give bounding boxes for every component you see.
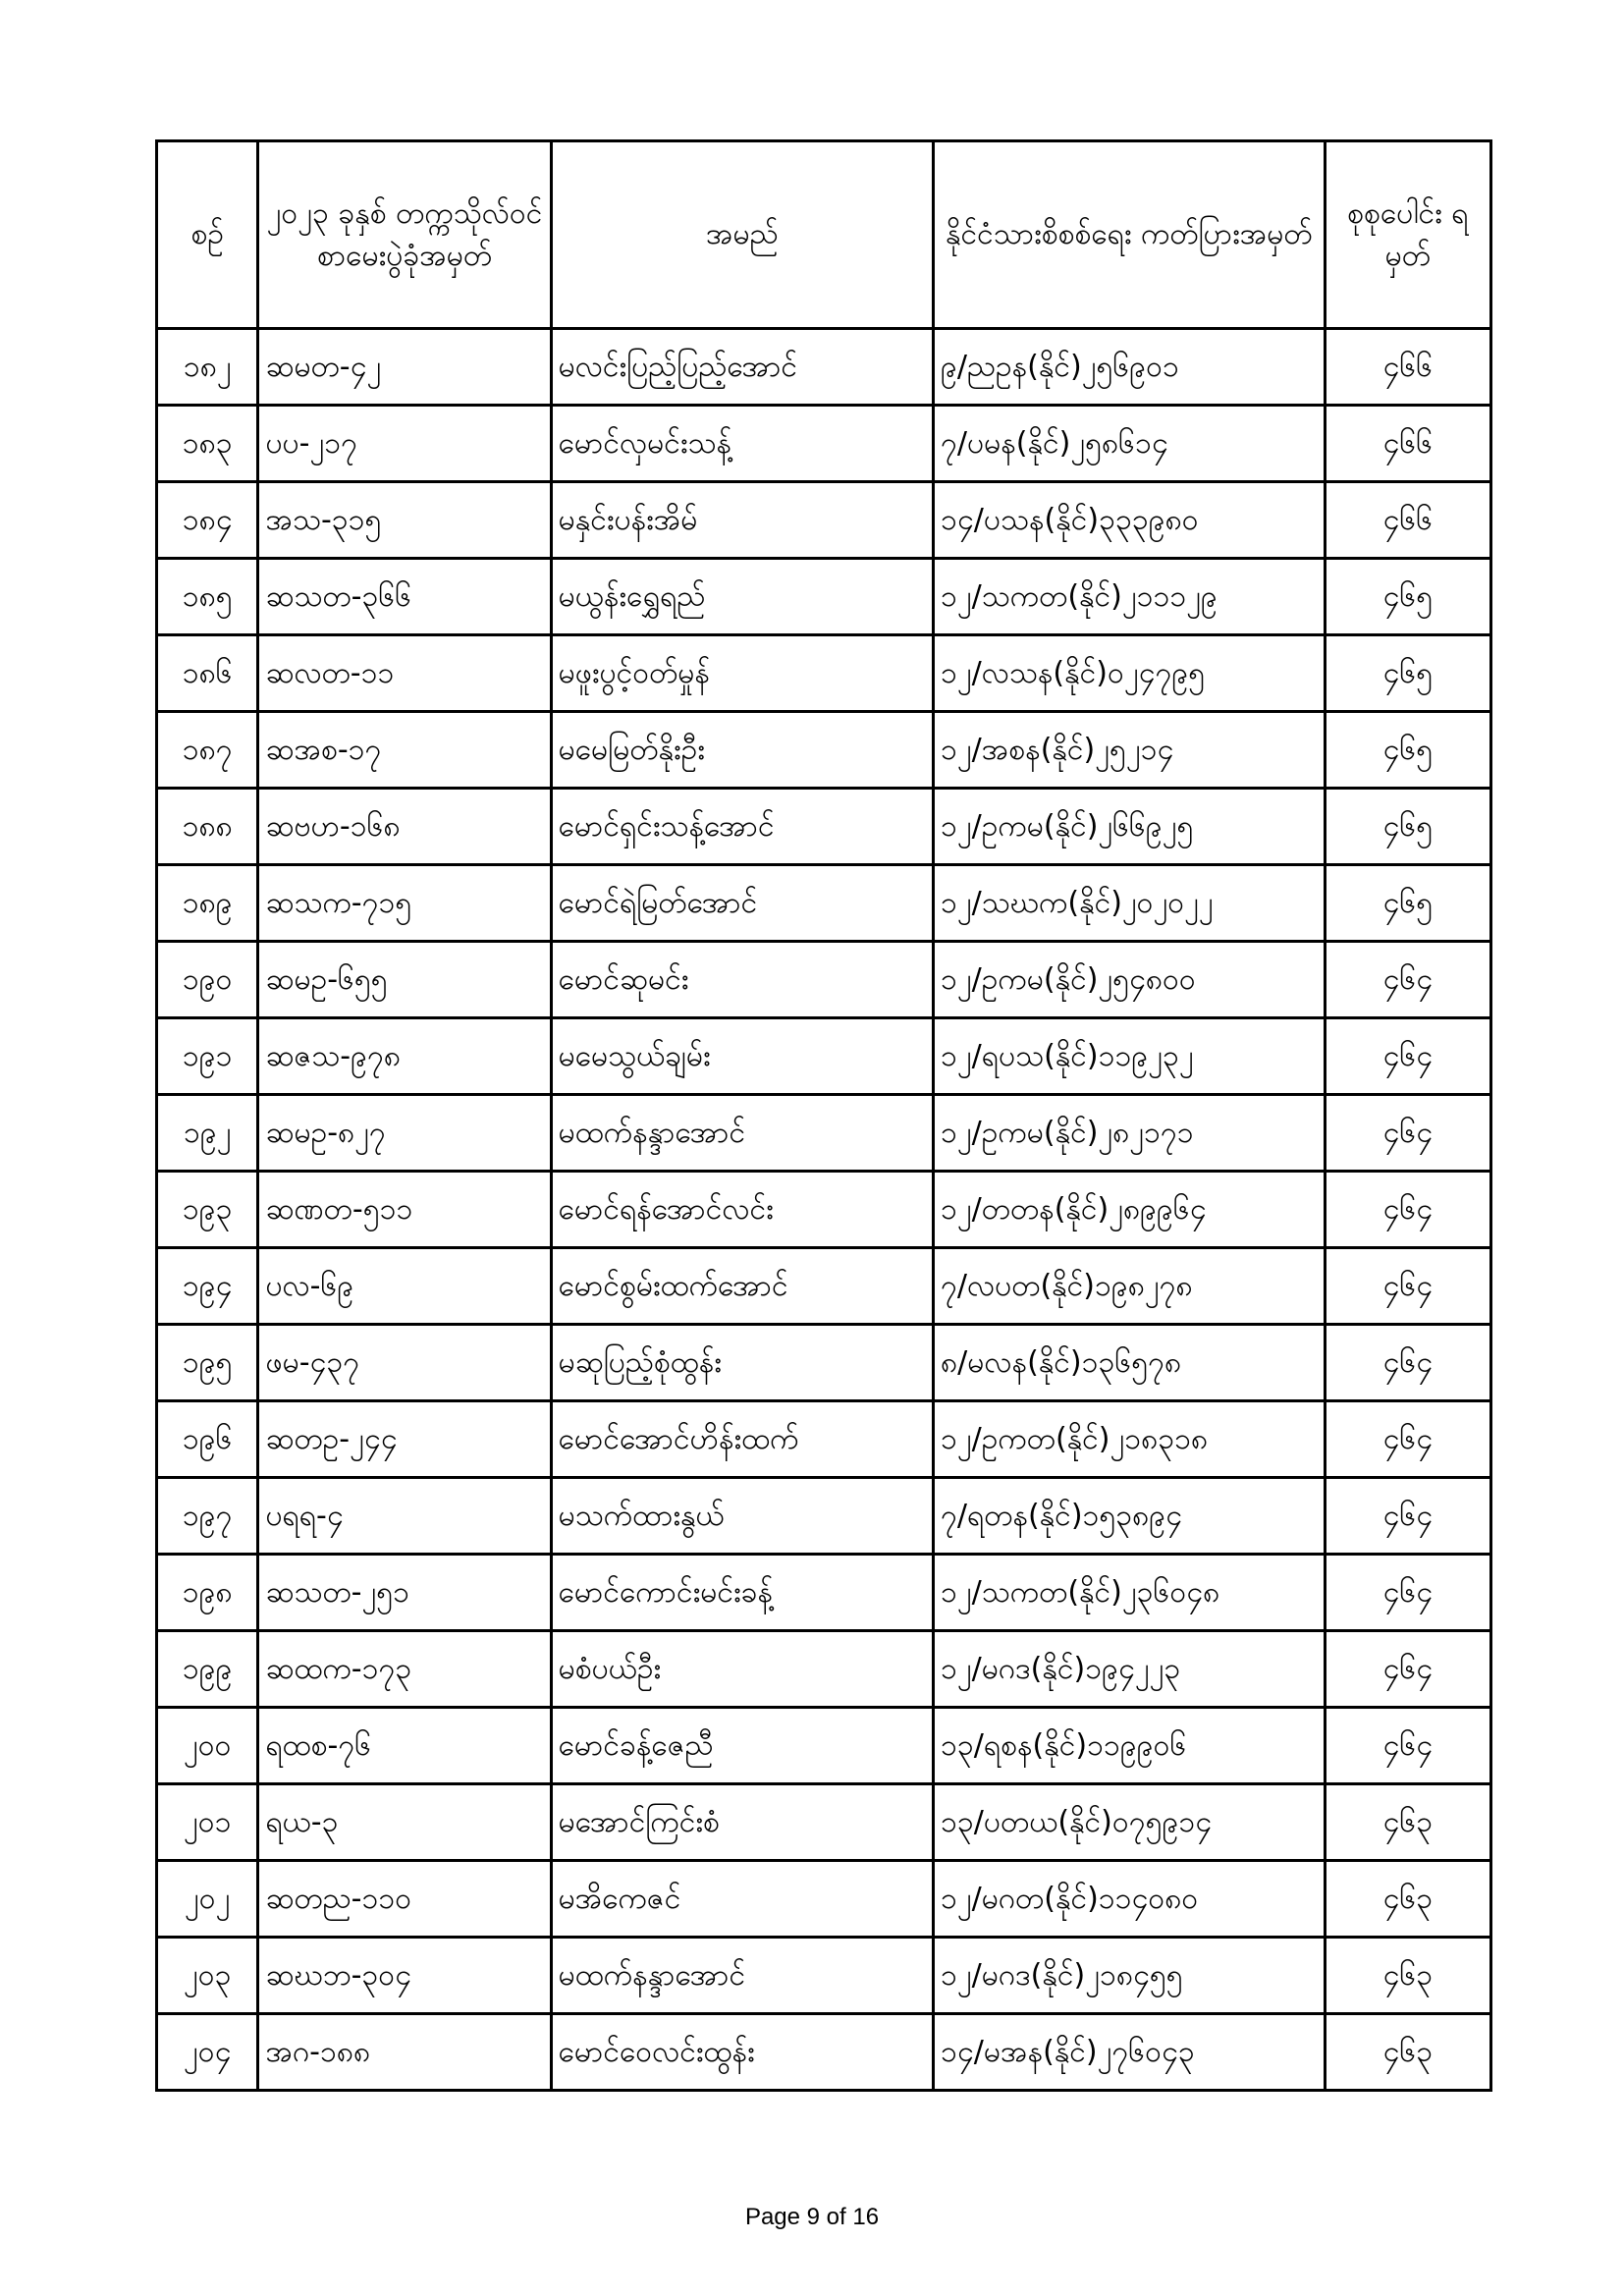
- cell-nrc-number: ၁၂/သကတ(နိုင်)၂၁၁၁၂၉: [934, 559, 1326, 635]
- cell-total-marks: ၄၆၄: [1325, 1401, 1490, 1478]
- cell-name: မောင်ရှင်းသန့်အောင်: [551, 789, 933, 865]
- cell-nrc-number: ၁၂/ရပသ(နိုင်)၁၁၉၂၃၂: [934, 1018, 1326, 1095]
- table-row: [157, 712, 1491, 789]
- cell-total-marks: ၄၆၅: [1325, 635, 1490, 712]
- table-row: [157, 1095, 1491, 1172]
- cell-serial-no: ၁၈၆: [157, 635, 258, 712]
- cell-seat-number: ဖမ-၄၃၇: [258, 1325, 551, 1401]
- header-total-marks: စုစုပေါင်း ရမှတ်: [1325, 141, 1490, 329]
- cell-nrc-number: ၁၂/သကတ(နိုင်)၂၃၆၀၄၈: [934, 1555, 1326, 1631]
- cell-serial-no: ၁၉၄: [157, 1248, 258, 1325]
- cell-name: မလင်းပြည့်ပြည့်အောင်: [551, 329, 933, 406]
- header-seat-number: ၂၀၂၃ ခုနှစ် တက္ကသိုလ်ဝင် စာမေးပွဲခုံအမှတ်: [258, 141, 551, 329]
- cell-name: မယွန်းရွှေရည်: [551, 559, 933, 635]
- results-table: [155, 139, 1492, 2092]
- cell-serial-no: ၂၀၃: [157, 1938, 258, 2014]
- cell-total-marks: ၄၆၄: [1325, 1095, 1490, 1172]
- table-row: [157, 482, 1491, 559]
- table-row: [157, 1401, 1491, 1478]
- cell-name: မောင်လှမင်းသန့်: [551, 406, 933, 482]
- cell-seat-number: ရယ-၃: [258, 1784, 551, 1861]
- cell-total-marks: ၄၆၄: [1325, 1172, 1490, 1248]
- cell-nrc-number: ၁၂/ဥကမ(နိုင်)၂၅၄၈၀၀: [934, 942, 1326, 1018]
- cell-nrc-number: ၁၂/ဥကမ(နိုင်)၂၈၂၁၇၁: [934, 1095, 1326, 1172]
- cell-nrc-number: ၁၂/ဥကတ(နိုင်)၂၁၈၃၁၈: [934, 1401, 1326, 1478]
- table-row: [157, 1555, 1491, 1631]
- cell-serial-no: ၁၉၃: [157, 1172, 258, 1248]
- cell-serial-no: ၂၀၄: [157, 2014, 258, 2091]
- cell-total-marks: ၄၆၆: [1325, 482, 1490, 559]
- cell-seat-number: ဆဇသ-၉၇၈: [258, 1018, 551, 1095]
- cell-total-marks: ၄၆၄: [1325, 1325, 1490, 1401]
- cell-seat-number: ရထစ-၇၆: [258, 1708, 551, 1784]
- cell-serial-no: ၁၈၉: [157, 865, 258, 942]
- cell-total-marks: ၄၆၅: [1325, 789, 1490, 865]
- cell-seat-number: ဆတဥ-၂၄၄: [258, 1401, 551, 1478]
- cell-seat-number: ဆသတ-၂၅၁: [258, 1555, 551, 1631]
- table-row: [157, 1478, 1491, 1555]
- cell-total-marks: ၄၆၃: [1325, 1784, 1490, 1861]
- cell-nrc-number: ၇/ပမန(နိုင်)၂၅၈၆၁၄: [934, 406, 1326, 482]
- cell-total-marks: ၄၆၅: [1325, 865, 1490, 942]
- cell-serial-no: ၂၀၁: [157, 1784, 258, 1861]
- cell-seat-number: ဆလတ-၁၁: [258, 635, 551, 712]
- table-row: [157, 1938, 1491, 2014]
- cell-nrc-number: ၁၂/မဂဒ(နိုင်)၂၁၈၄၅၅: [934, 1938, 1326, 2014]
- cell-seat-number: ဆဏတ-၅၁၁: [258, 1172, 551, 1248]
- cell-nrc-number: ၈/မလန(နိုင်)၁၃၆၅၇၈: [934, 1325, 1326, 1401]
- cell-name: မောင်ရန်အောင်လင်း: [551, 1172, 933, 1248]
- cell-serial-no: ၁၈၃: [157, 406, 258, 482]
- cell-nrc-number: ၁၄/မအန(နိုင်)၂၇၆၀၄၃: [934, 2014, 1326, 2091]
- cell-seat-number: ဆဗဟ-၁၆၈: [258, 789, 551, 865]
- cell-nrc-number: ၁၃/ပတယ(နိုင်)၀၇၅၉၁၄: [934, 1784, 1326, 1861]
- cell-serial-no: ၁၉၀: [157, 942, 258, 1018]
- cell-name: မသက်ထားနွယ်: [551, 1478, 933, 1555]
- cell-nrc-number: ၁၄/ပသန(နိုင်)၃၃၃၉၈၀: [934, 482, 1326, 559]
- cell-seat-number: ဆမဥ-၆၅၅: [258, 942, 551, 1018]
- table-row: [157, 1708, 1491, 1784]
- cell-seat-number: ဆတည-၁၁၀: [258, 1861, 551, 1938]
- cell-seat-number: ဆမတ-၄၂: [258, 329, 551, 406]
- cell-name: မအောင်ကြင်းစံ: [551, 1784, 933, 1861]
- cell-serial-no: ၂၀၂: [157, 1861, 258, 1938]
- cell-total-marks: ၄၆၄: [1325, 1631, 1490, 1708]
- cell-nrc-number: ၁၂/တတန(နိုင်)၂၈၉၉၆၄: [934, 1172, 1326, 1248]
- cell-serial-no: ၂၀၀: [157, 1708, 258, 1784]
- table-row: [157, 1325, 1491, 1401]
- cell-nrc-number: ၁၂/လသန(နိုင်)၀၂၄၇၉၅: [934, 635, 1326, 712]
- cell-seat-number: ဆသက-၇၁၅: [258, 865, 551, 942]
- table-row: [157, 789, 1491, 865]
- cell-name: မနှင်းပန်းအိမ်: [551, 482, 933, 559]
- cell-name: မဆုပြည့်စုံထွန်း: [551, 1325, 933, 1401]
- cell-nrc-number: ၁၂/အစန(နိုင်)၂၅၂၁၄: [934, 712, 1326, 789]
- header-serial-no: စဉ်: [157, 141, 258, 329]
- cell-name: မောင်ခန့်ဇေညီ: [551, 1708, 933, 1784]
- cell-total-marks: ၄၆၅: [1325, 712, 1490, 789]
- cell-seat-number: ပပ-၂၁၇: [258, 406, 551, 482]
- cell-name: မောင်ကောင်းမင်းခန့်: [551, 1555, 933, 1631]
- cell-name: မထက်နန္ဒာအောင်: [551, 1938, 933, 2014]
- table-row: [157, 1631, 1491, 1708]
- cell-name: မဖူးပွင့်ဝတ်မှုန်: [551, 635, 933, 712]
- table-row: [157, 1248, 1491, 1325]
- cell-serial-no: ၁၉၉: [157, 1631, 258, 1708]
- cell-serial-no: ၁၈၇: [157, 712, 258, 789]
- table-row: [157, 2014, 1491, 2091]
- cell-total-marks: ၄၆၄: [1325, 1248, 1490, 1325]
- cell-name: မောင်အောင်ဟိန်းထက်: [551, 1401, 933, 1478]
- header-nrc-number: နိုင်ငံသားစိစစ်ရေး ကတ်ပြားအမှတ်: [934, 141, 1326, 329]
- cell-nrc-number: ၉/ညဥန(နိုင်)၂၅၆၉၀၁: [934, 329, 1326, 406]
- cell-serial-no: ၁၉၁: [157, 1018, 258, 1095]
- cell-nrc-number: ၇/လပတ(နိုင်)၁၉၈၂၇၈: [934, 1248, 1326, 1325]
- cell-name: မောင်ဆုမင်း: [551, 942, 933, 1018]
- cell-serial-no: ၁၉၇: [157, 1478, 258, 1555]
- table-row: [157, 635, 1491, 712]
- cell-seat-number: ဆထက-၁၇၃: [258, 1631, 551, 1708]
- cell-name: မမေသွယ်ချမ်း: [551, 1018, 933, 1095]
- table-header-row: [157, 141, 1491, 329]
- table-row: [157, 1018, 1491, 1095]
- cell-name: မထက်နန္ဒာအောင်: [551, 1095, 933, 1172]
- cell-total-marks: ၄၆၄: [1325, 942, 1490, 1018]
- cell-total-marks: ၄၆၄: [1325, 1018, 1490, 1095]
- cell-serial-no: ၁၉၈: [157, 1555, 258, 1631]
- cell-serial-no: ၁၉၂: [157, 1095, 258, 1172]
- cell-seat-number: ဆသတ-၃၆၆: [258, 559, 551, 635]
- cell-serial-no: ၁၈၄: [157, 482, 258, 559]
- cell-name: မစံပယ်ဦး: [551, 1631, 933, 1708]
- cell-nrc-number: ၁၂/ဥကမ(နိုင်)၂၆၆၉၂၅: [934, 789, 1326, 865]
- cell-total-marks: ၄၆၃: [1325, 1861, 1490, 1938]
- header-name: အမည်: [551, 141, 933, 329]
- cell-nrc-number: ၇/ရတန(နိုင်)၁၅၃၈၉၄: [934, 1478, 1326, 1555]
- cell-total-marks: ၄၆၅: [1325, 559, 1490, 635]
- cell-serial-no: ၁၉၅: [157, 1325, 258, 1401]
- cell-seat-number: အသ-၃၁၅: [258, 482, 551, 559]
- cell-total-marks: ၄၆၆: [1325, 329, 1490, 406]
- cell-seat-number: ဆအစ-၁၇: [258, 712, 551, 789]
- cell-total-marks: ၄၆၆: [1325, 406, 1490, 482]
- table-row: [157, 1861, 1491, 1938]
- page-number: Page 9 of 16: [744, 2204, 880, 2230]
- table-row: [157, 406, 1491, 482]
- cell-name: မောင်စွမ်းထက်အောင်: [551, 1248, 933, 1325]
- cell-name: မမေမြတ်နိုးဦး: [551, 712, 933, 789]
- cell-name: မောင်ရဲမြတ်အောင်: [551, 865, 933, 942]
- cell-serial-no: ၁၈၂: [157, 329, 258, 406]
- cell-seat-number: အဂ-၁၈၈: [258, 2014, 551, 2091]
- cell-seat-number: ပလ-၆၉: [258, 1248, 551, 1325]
- table-row: [157, 1172, 1491, 1248]
- cell-serial-no: ၁၈၅: [157, 559, 258, 635]
- cell-name: မအိကေဇင်: [551, 1861, 933, 1938]
- cell-nrc-number: ၁၂/မဂဒ(နိုင်)၁၉၄၂၂၃: [934, 1631, 1326, 1708]
- cell-total-marks: ၄၆၄: [1325, 1478, 1490, 1555]
- cell-total-marks: ၄၆၄: [1325, 1708, 1490, 1784]
- table-body: [157, 329, 1491, 2091]
- table-row: [157, 865, 1491, 942]
- cell-serial-no: ၁၉၆: [157, 1401, 258, 1478]
- cell-seat-number: ပရရ-၄: [258, 1478, 551, 1555]
- cell-seat-number: ဆမဥ-၈၂၇: [258, 1095, 551, 1172]
- table-row: [157, 559, 1491, 635]
- table-row: [157, 329, 1491, 406]
- cell-name: မောင်ဝေလင်းထွန်း: [551, 2014, 933, 2091]
- cell-nrc-number: ၁၂/သဃက(နိုင်)၂၀၂၀၂၂: [934, 865, 1326, 942]
- cell-nrc-number: ၁၂/မဂတ(နိုင်)၁၁၄၀၈၀: [934, 1861, 1326, 1938]
- cell-total-marks: ၄၆၃: [1325, 1938, 1490, 2014]
- cell-total-marks: ၄၆၃: [1325, 2014, 1490, 2091]
- table-row: [157, 1784, 1491, 1861]
- cell-nrc-number: ၁၃/ရစန(နိုင်)၁၁၉၉၀၆: [934, 1708, 1326, 1784]
- cell-seat-number: ဆဃဘ-၃၀၄: [258, 1938, 551, 2014]
- cell-serial-no: ၁၈၈: [157, 789, 258, 865]
- table-row: [157, 942, 1491, 1018]
- cell-total-marks: ၄၆၄: [1325, 1555, 1490, 1631]
